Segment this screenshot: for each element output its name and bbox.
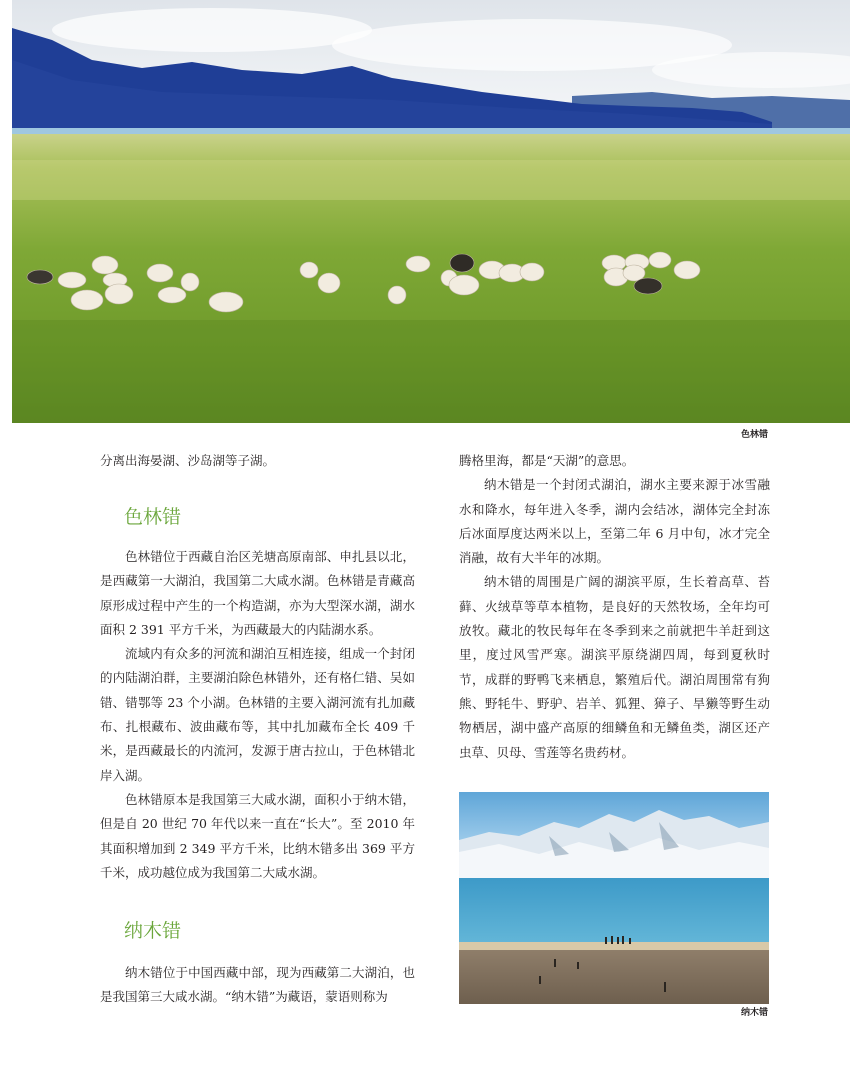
paragraph: 分离出海晏湖、沙岛湖等子湖。 <box>100 453 276 468</box>
right-column <box>459 449 770 765</box>
paragraph: 色林错原本是我国第三大咸水湖，面积小于纳木错，但是自 20 世纪 70 年代以来一直在“长大”。至 2010 年其面积增加到 2 349 平方千米，比纳木错多出 369 平方千米，成功越位成为我国第二大咸水湖。 <box>100 791 415 880</box>
paragraph: 腾格里海，都是“天湖”的意思。 <box>459 453 635 468</box>
heading-namtso: 纳木错 <box>124 920 182 942</box>
bottom-photo-caption: 纳木错 <box>741 1008 769 1018</box>
top-photo-caption: 色林错 <box>741 430 769 440</box>
left-column-p0 <box>100 449 415 473</box>
left-column-body-1 <box>100 545 415 885</box>
paragraph: 色林错位于西藏自治区羌塘高原南部、申扎县以北，是西藏第一大湖泊，我国第二大咸水湖。色林错是青藏高原形成过程中产生的一个构造湖，亦为大型深水湖，湖水面积 2 391 平方千米，为西藏最大的内陆湖水系。 <box>100 549 415 637</box>
left-column-body-2 <box>100 961 415 1010</box>
paragraph: 纳木错位于中国西藏中部，现为西藏第二大湖泊，也是我国第三大咸水湖。“纳木错”为藏语，蒙语则称为 <box>100 965 415 1005</box>
heading-serling-tso: 色林错 <box>124 506 182 528</box>
paragraph: 纳木错是一个封闭式湖泊，湖水主要来源于冰雪融水和降水，每年进入冬季，湖内会结冰，湖体完全封冻后冰面厚度达两米以上，至第二年 6 月中旬，冰才完全消融，故有大半年的冰期。 <box>459 477 770 566</box>
serling-tso-photo <box>12 0 850 423</box>
paragraph: 流域内有众多的河流和湖泊互相连接，组成一个封闭的内陆湖泊群，主要湖泊除色林错外，还有格仁错、吴如错、错鄂等 23 个小湖。色林错的主要入湖河流有扎加藏布、扎根藏布、波曲藏布等，其中扎加藏布全长 409 千米，是西藏最长的内流河，发源于唐古拉山，于色林错北岸入湖。 <box>100 646 415 783</box>
namtso-photo <box>459 792 769 1004</box>
paragraph: 纳木错的周围是广阔的湖滨平原，生长着高草、苔藓、火绒草等草本植物，是良好的天然牧场，全年均可放牧。藏北的牧民每年在冬季到来之前就把牛羊赶到这里，度过风雪严寒。湖滨平原绕湖四周，每到夏秋时节，成群的野鸭飞来栖息，繁殖后代。湖泊周围常有狗熊、野牦牛、野驴、岩羊、狐狸、獐子、旱獭等野生动物栖居，湖中盛产高原的细鳞鱼和无鳞鱼类，湖区还产虫草、贝母、雪莲等名贵药材。 <box>459 574 770 760</box>
